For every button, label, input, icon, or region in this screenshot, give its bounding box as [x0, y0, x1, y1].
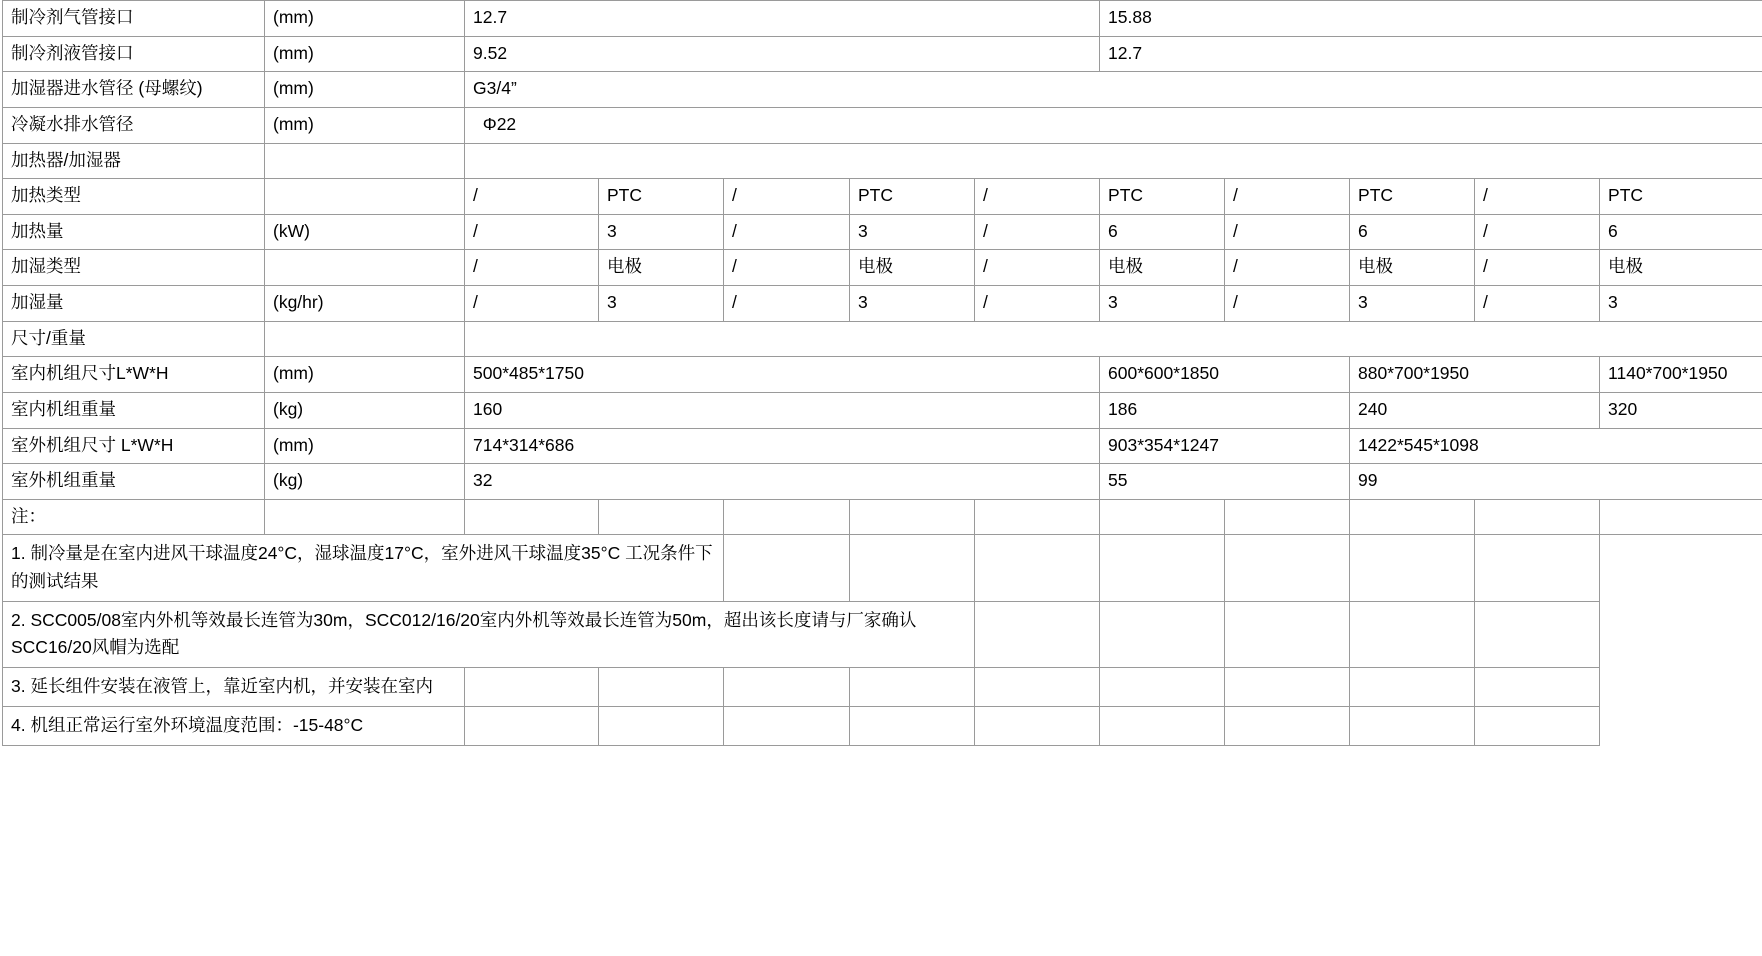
row-value: 1422*545*1098 — [1350, 428, 1762, 464]
blank-cell — [465, 667, 599, 706]
table-row — [3, 250, 1762, 286]
table-row — [3, 464, 1762, 500]
blank-cell — [1100, 667, 1225, 706]
row-unit — [265, 250, 465, 286]
spec-table-body — [3, 1, 1762, 746]
row-value — [1225, 499, 1350, 535]
row-value: 1140*700*1950 — [1600, 357, 1762, 393]
row-value: / — [1475, 179, 1600, 215]
row-label: 尺寸/重量 — [3, 321, 265, 357]
note-row — [3, 667, 1762, 706]
table-row — [3, 214, 1762, 250]
blank-cell — [975, 601, 1100, 667]
row-value: / — [1475, 250, 1600, 286]
row-unit: (kg) — [265, 392, 465, 428]
row-value: 903*354*1247 — [1100, 428, 1350, 464]
row-value: 电极 — [599, 250, 724, 286]
row-value: 32 — [465, 464, 1100, 500]
row-value: 55 — [1100, 464, 1350, 500]
row-label: 加湿量 — [3, 286, 265, 322]
blank-cell — [1475, 707, 1600, 746]
row-label: 制冷剂液管接口 — [3, 36, 265, 72]
row-unit: (mm) — [265, 357, 465, 393]
row-value: 3 — [1100, 286, 1225, 322]
row-label: 注： — [3, 499, 265, 535]
note-row — [3, 601, 1762, 667]
blank-cell — [975, 535, 1100, 601]
row-value: / — [975, 250, 1100, 286]
row-value: 3 — [1350, 286, 1475, 322]
row-unit — [265, 143, 465, 179]
table-row — [3, 179, 1762, 215]
row-value: 160 — [465, 392, 1100, 428]
note-4: 4. 机组正常运行室外环境温度范围：-15-48°C — [3, 707, 465, 746]
row-label: 加热量 — [3, 214, 265, 250]
note-row — [3, 707, 1762, 746]
row-value: 3 — [599, 286, 724, 322]
blank-cell — [850, 535, 975, 601]
row-value: 3 — [850, 214, 975, 250]
table-row — [3, 72, 1762, 108]
row-value: 714*314*686 — [465, 428, 1100, 464]
row-label: 室内机组重量 — [3, 392, 265, 428]
row-value — [1600, 499, 1762, 535]
blank-cell — [1225, 535, 1350, 601]
row-value: / — [465, 286, 599, 322]
row-label: 加湿器进水管径 (母螺纹) — [3, 72, 265, 108]
row-unit: (mm) — [265, 107, 465, 143]
row-unit: (kg) — [265, 464, 465, 500]
row-value: 6 — [1100, 214, 1225, 250]
row-value: 电极 — [850, 250, 975, 286]
row-value: 186 — [1100, 392, 1350, 428]
table-row — [3, 107, 1762, 143]
row-value: / — [975, 214, 1100, 250]
row-unit: (kg/hr) — [265, 286, 465, 322]
row-value: 3 — [1600, 286, 1762, 322]
row-value: PTC — [1100, 179, 1225, 215]
row-value: 99 — [1350, 464, 1762, 500]
row-value: / — [1475, 214, 1600, 250]
row-value: G3/4” — [465, 72, 1762, 108]
row-value — [850, 499, 975, 535]
row-value: / — [724, 214, 850, 250]
row-value: Φ22 — [465, 107, 1762, 143]
row-value: / — [975, 179, 1100, 215]
row-label: 室外机组重量 — [3, 464, 265, 500]
blank-cell — [1350, 535, 1475, 601]
row-value: PTC — [850, 179, 975, 215]
row-value: / — [724, 286, 850, 322]
row-value: / — [975, 286, 1100, 322]
row-value: 9.52 — [465, 36, 1100, 72]
row-label: 室外机组尺寸 L*W*H — [3, 428, 265, 464]
row-value: PTC — [1350, 179, 1475, 215]
table-row — [3, 392, 1762, 428]
row-unit — [265, 321, 465, 357]
row-value: 12.7 — [1100, 36, 1762, 72]
row-value: 3 — [850, 286, 975, 322]
row-unit — [265, 179, 465, 215]
row-unit: (mm) — [265, 72, 465, 108]
row-label: 冷凝水排水管径 — [3, 107, 265, 143]
table-row — [3, 321, 1762, 357]
row-value: 320 — [1600, 392, 1762, 428]
blank-cell — [599, 667, 724, 706]
row-value: 600*600*1850 — [1100, 357, 1350, 393]
blank-cell — [1100, 707, 1225, 746]
row-label: 制冷剂气管接口 — [3, 1, 265, 37]
row-unit: (mm) — [265, 1, 465, 37]
row-value — [599, 499, 724, 535]
row-unit — [265, 499, 465, 535]
blank-cell — [1100, 601, 1225, 667]
blank-cell — [1350, 601, 1475, 667]
blank-cell — [1475, 667, 1600, 706]
note-3: 3. 延长组件安装在液管上，靠近室内机，并安装在室内 — [3, 667, 465, 706]
row-label: 加热器/加湿器 — [3, 143, 265, 179]
table-row — [3, 428, 1762, 464]
table-row — [3, 357, 1762, 393]
row-value — [465, 499, 599, 535]
blank-cell — [850, 667, 975, 706]
row-value — [465, 321, 1762, 357]
blank-cell — [724, 707, 850, 746]
row-value — [1350, 499, 1475, 535]
table-row — [3, 36, 1762, 72]
row-value: 6 — [1600, 214, 1762, 250]
row-value: / — [724, 179, 850, 215]
row-value: / — [1225, 286, 1350, 322]
row-value — [724, 499, 850, 535]
row-unit: (mm) — [265, 36, 465, 72]
blank-cell — [724, 667, 850, 706]
blank-cell — [724, 535, 850, 601]
blank-cell — [975, 707, 1100, 746]
row-label: 室内机组尺寸L*W*H — [3, 357, 265, 393]
row-value: 500*485*1750 — [465, 357, 1100, 393]
row-value: 电极 — [1600, 250, 1762, 286]
note-2: 2. SCC005/08室内外机等效最长连管为30m，SCC012/16/20室内外机等效最长连管为50m，超出该长度请与厂家确认SCC16/20风帽为选配 — [3, 601, 975, 667]
row-value: / — [1475, 286, 1600, 322]
row-value: 880*700*1950 — [1350, 357, 1600, 393]
blank-cell — [850, 707, 975, 746]
row-label: 加湿类型 — [3, 250, 265, 286]
row-value: / — [465, 214, 599, 250]
blank-cell — [1350, 667, 1475, 706]
blank-cell — [1225, 601, 1350, 667]
blank-cell — [1350, 707, 1475, 746]
row-value — [1100, 499, 1225, 535]
row-value: / — [724, 250, 850, 286]
blank-cell — [465, 707, 599, 746]
row-value: 15.88 — [1100, 1, 1762, 37]
blank-cell — [1100, 535, 1225, 601]
blank-cell — [599, 707, 724, 746]
row-value: / — [465, 179, 599, 215]
row-value: 电极 — [1100, 250, 1225, 286]
specification-table — [2, 0, 1762, 746]
blank-cell — [1475, 601, 1600, 667]
row-value — [975, 499, 1100, 535]
row-value: 电极 — [1350, 250, 1475, 286]
blank-cell — [1225, 667, 1350, 706]
row-value: 3 — [599, 214, 724, 250]
row-unit: (kW) — [265, 214, 465, 250]
row-value: 6 — [1350, 214, 1475, 250]
note-1: 1. 制冷量是在室内进风干球温度24°C，湿球温度17°C，室外进风干球温度35°C 工况条件下的测试结果 — [3, 535, 724, 601]
row-unit: (mm) — [265, 428, 465, 464]
row-value: / — [1225, 250, 1350, 286]
row-value: PTC — [1600, 179, 1762, 215]
row-value: / — [1225, 179, 1350, 215]
blank-cell — [1475, 535, 1600, 601]
blank-cell — [975, 667, 1100, 706]
table-row — [3, 143, 1762, 179]
row-value: / — [465, 250, 599, 286]
row-value — [1475, 499, 1600, 535]
blank-cell — [1225, 707, 1350, 746]
note-row — [3, 535, 1762, 601]
row-value: PTC — [599, 179, 724, 215]
row-value: 240 — [1350, 392, 1600, 428]
row-value: 12.7 — [465, 1, 1100, 37]
row-label: 加热类型 — [3, 179, 265, 215]
table-row — [3, 1, 1762, 37]
row-value: / — [1225, 214, 1350, 250]
table-row — [3, 499, 1762, 535]
table-row — [3, 286, 1762, 322]
row-value — [465, 143, 1762, 179]
